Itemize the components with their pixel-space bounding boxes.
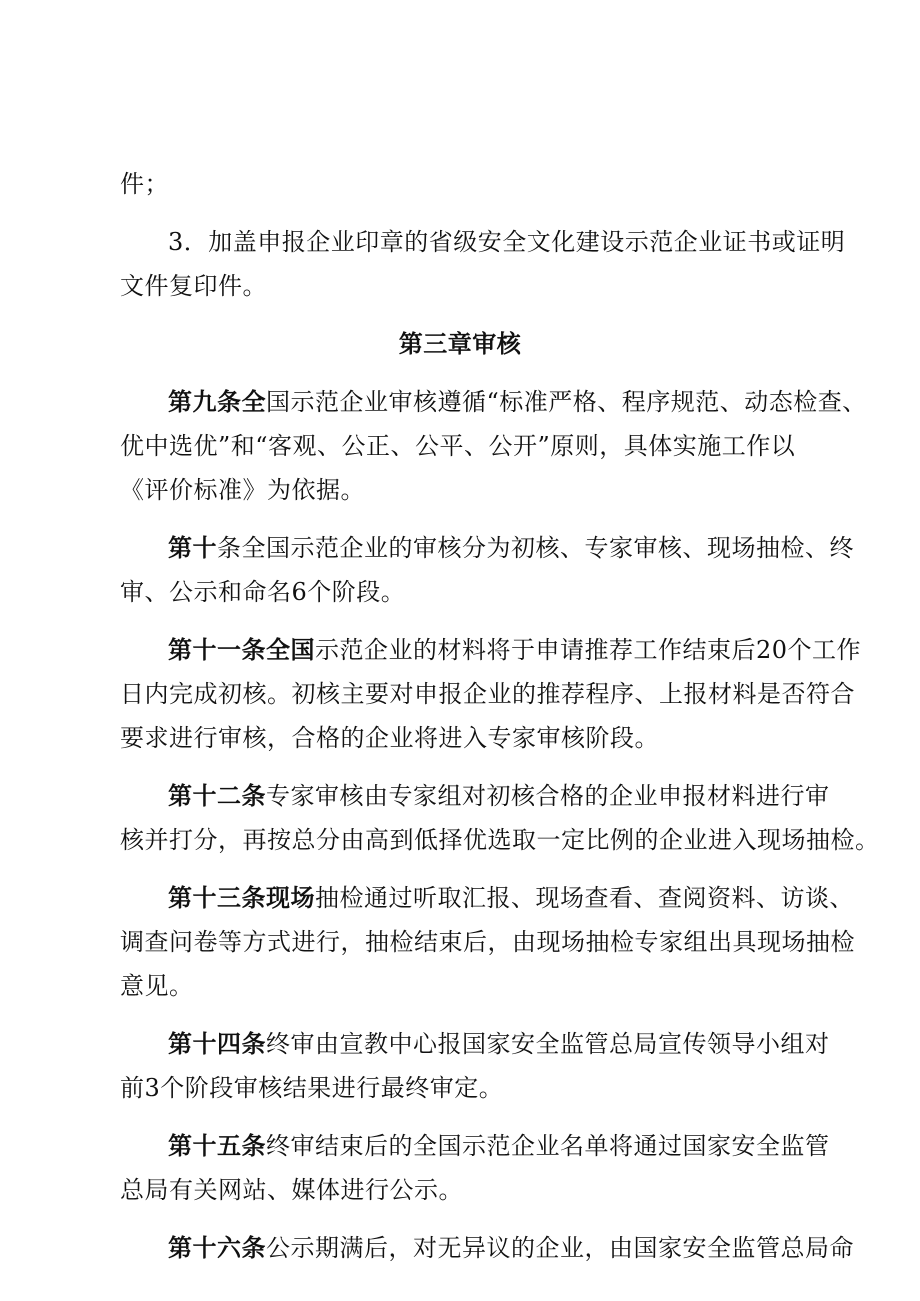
article-15-line-1 [120, 1124, 830, 1168]
article-text: 条全国示范企业的审核分为初核、专家审核、现场抽检、终 [217, 534, 854, 562]
article-text: 终审由宣教中心报国家安全监管总局宣传领导小组对 [266, 1030, 830, 1058]
article-label: 第十一条全国 [168, 635, 315, 664]
article-15-line-2: 总局有关网站、媒体进行公示。 [120, 1176, 463, 1204]
article-text: 专家审核由专家组对初核合格的企业申报材料进行审 [266, 782, 830, 810]
article-9-line-2: 优中选优”和“客观、公正、公平、公开”原则，具体实施工作以 [120, 432, 796, 460]
article-13-line-1 [120, 876, 854, 920]
article-11-line-2: 日内完成初核。初核主要对申报企业的推荐程序、上报材料是否符合 [120, 680, 855, 708]
article-13-line-3: 意见。 [120, 972, 194, 1000]
article-13-line-2: 调查问卷等方式进行，抽检结束后，由现场抽检专家组出具现场抽检 [120, 928, 855, 956]
article-14-line-1 [120, 1022, 830, 1066]
article-label: 第十五条 [168, 1131, 266, 1160]
article-text: 终审结束后的全国示范企业名单将通过国家安全监管 [266, 1132, 830, 1160]
list-item-3-line-2: 文件复印件。 [120, 272, 267, 300]
article-label: 第十四条 [168, 1029, 266, 1058]
article-label: 第九条全 [168, 387, 266, 416]
article-11-line-1 [120, 628, 862, 672]
article-label: 第十六条 [168, 1233, 266, 1262]
article-14-line-2: 前3个阶段审核结果进行最终审定。 [120, 1074, 504, 1102]
text-line: 件； [120, 170, 169, 198]
article-label: 第十二条 [168, 781, 266, 810]
article-12-line-2: 核并打分，再按总分由高到低择优选取一定比例的企业进入现场抽检。 [120, 826, 880, 854]
article-text: 公示期满后，对无异议的企业，由国家安全监管总局命 [266, 1234, 854, 1262]
article-16-line-1 [120, 1226, 854, 1270]
article-9-line-1 [120, 380, 867, 424]
article-11-line-3: 要求进行审核，合格的企业将进入专家审核阶段。 [120, 724, 659, 752]
list-item-3-line-1: 3．加盖申报企业印章的省级安全文化建设示范企业证书或证明 [168, 228, 846, 256]
article-text: 示范企业的材料将于申请推荐工作结束后20个工作 [315, 636, 862, 664]
chapter-heading: 第三章审核 [398, 329, 522, 358]
article-text: 抽检通过听取汇报、现场查看、查阅资料、访谈、 [315, 884, 854, 912]
article-text: 国示范企业审核遵循“标准严格、程序规范、动态检查、 [266, 388, 867, 416]
article-10-line-2: 审、公示和命名6个阶段。 [120, 578, 406, 606]
article-9-line-3: 《评价标准》为依据。 [120, 476, 365, 504]
article-label: 第十三条现场 [168, 883, 315, 912]
article-label: 第十 [168, 533, 217, 562]
article-10-line-1 [120, 526, 854, 570]
article-12-line-1 [120, 774, 830, 818]
